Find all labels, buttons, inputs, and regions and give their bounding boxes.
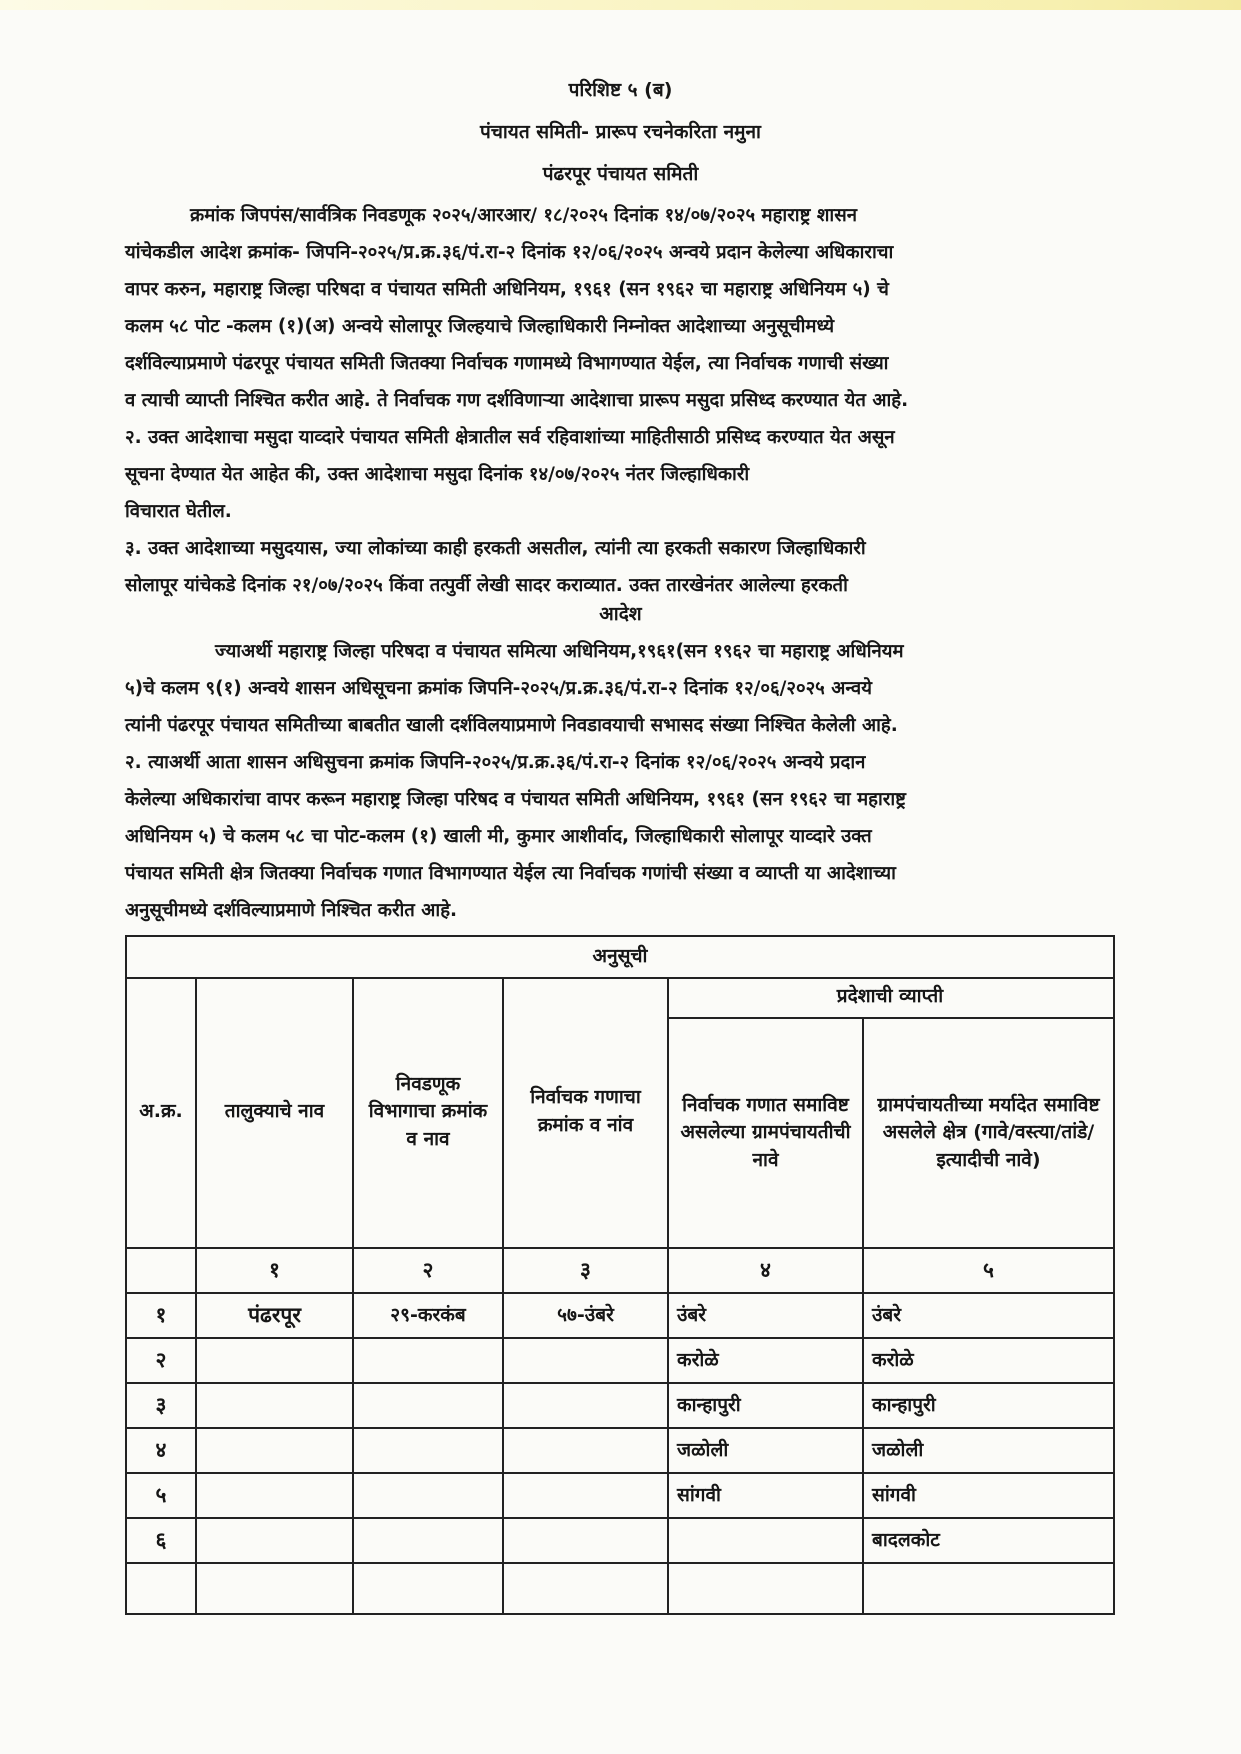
gram-panchayat-name: सांगवी xyxy=(677,1483,721,1506)
text-line: सूचना देण्यात येत आहेत की, उक्त आदेशाचा मसुदा दिनांक १४/०७/२०२५ नंतर जिल्हाधिकारी xyxy=(125,464,750,485)
area-extent-header: प्रदेशाची व्याप्ती xyxy=(836,985,944,1008)
gram-panchayat-name: करोळे xyxy=(677,1348,719,1371)
order-heading: आदेश xyxy=(599,603,642,625)
text-line: यांचेकडील आदेश क्रमांक- जिपनि-२०२५/प्र.क्र.३६/पं.रा-२ दिनांक १२/०६/२०२५ अन्वये प्रदान केलेल्या अधिकाराचा xyxy=(125,242,894,263)
division-name: २९-करकंब xyxy=(390,1303,466,1326)
schedule-title: अनुसूची xyxy=(592,945,648,968)
text-line: क्रमांक जिपपंस/सार्वत्रिक निवडणूक २०२५/आरआर/ १८/२०२५ दिनांक १४/०७/२०२५ महाराष्ट्र शासन xyxy=(190,205,857,226)
village-name: करोळे xyxy=(872,1348,914,1371)
village-name: सांगवी xyxy=(872,1483,916,1506)
col-number: १ xyxy=(269,1258,280,1283)
constituency-name: ५७-उंबरे xyxy=(557,1303,614,1326)
col-header-constituency: निर्वाचक गणाचा क्रमांक व नांव xyxy=(530,1086,641,1136)
row-serial: २ xyxy=(155,1348,167,1373)
text-line: अधिनियम ५) चे कलम ५८ चा पोट-कलम (१) खाली मी, कुमार आशीर्वाद, जिल्हाधिकारी सोलापूर याव्दारे उक्त xyxy=(125,826,872,847)
text-line: दर्शविल्याप्रमाणे पंढरपूर पंचायत समिती जितक्या निर्वाचक गणामध्ये विभागण्यात येईल, त्या निर्वाचक गणाची संख्या xyxy=(125,353,889,374)
committee-title: पंढरपूर पंचायत समिती xyxy=(542,163,699,185)
text-line: वापर करुन, महाराष्ट्र जिल्हा परिषदा व पंचायत समिती अधिनियम, १९६१ (सन १९६२ चा महाराष्ट्र अधिनियम ५) चे xyxy=(125,279,889,300)
gram-panchayat-name: जळोली xyxy=(677,1438,729,1461)
row-serial: ५ xyxy=(155,1483,167,1508)
col-header-villages: ग्रामपंचायतीच्या मर्यादेत समाविष्ट असलेले क्षेत्र (गावे/वस्त्या/तांडे/इत्यादीची नावे) xyxy=(877,1093,1100,1171)
village-name: कान्हापुरी xyxy=(872,1393,936,1416)
col-header-gram-panchayats: निर्वाचक गणात समाविष्ट असलेल्या ग्रामपंचायतीची नावे xyxy=(680,1093,851,1171)
gram-panchayat-name: उंबरे xyxy=(677,1303,707,1326)
col-header-division: निवडणूक विभागाचा क्रमांक व नाव xyxy=(368,1072,488,1150)
village-name: जळोली xyxy=(872,1438,924,1461)
village-name: उंबरे xyxy=(872,1303,902,1326)
text-line: अनुसूचीमध्ये दर्शविल्याप्रमाणे निश्चित करीत आहे. xyxy=(125,900,458,921)
schedule-table xyxy=(125,935,1115,1615)
col-header-serial: अ.क्र. xyxy=(139,1100,183,1123)
col-number: ४ xyxy=(760,1258,771,1283)
col-header-taluka: तालुक्याचे नाव xyxy=(224,1100,325,1123)
row-serial: ४ xyxy=(155,1438,167,1463)
taluka-name: पंढरपूर xyxy=(248,1303,301,1328)
text-line: व त्याची व्याप्ती निश्चित करीत आहे. ते निर्वाचक गण दर्शविणाऱ्या आदेशाचा प्रारूप मसुदा प्रसिध्द करण्यात येत आहे. xyxy=(125,390,909,411)
col-number: ५ xyxy=(983,1258,994,1283)
row-serial xyxy=(127,1564,195,1613)
village-name: बादलकोट xyxy=(872,1528,940,1551)
text-line: कलम ५८ पोट -कलम (१)(अ) अन्वये सोलापूर जिल्हयाचे जिल्हाधिकारी निम्नोक्त आदेशाच्या अनुसूचीमध्ये xyxy=(125,316,835,337)
text-line: सोलापूर यांचेकडे दिनांक २१/०७/२०२५ किंवा तत्पुर्वी लेखी सादर कराव्यात. उक्त तारखेनंतर आलेल्या हरकती xyxy=(125,575,848,596)
text-line: ज्याअर्थी महाराष्ट्र जिल्हा परिषदा व पंचायत समित्या अधिनियम,१९६१(सन १९६२ चा महाराष्ट्र अधिनियम xyxy=(215,641,904,662)
text-line: पंचायत समिती क्षेत्र जितक्या निर्वाचक गणात विभागण्यात येईल त्या निर्वाचक गणांची संख्या व व्याप्ती या आदेशाच्या xyxy=(125,863,896,884)
row-serial: १ xyxy=(155,1303,167,1328)
gram-panchayat-name: कान्हापुरी xyxy=(677,1393,741,1416)
text-line: त्यांनी पंढरपूर पंचायत समितीच्या बाबतीत खाली दर्शविलयाप्रमाणे निवडावयाची सभासद संख्या निश्चित केलेली आहे. xyxy=(125,715,898,736)
text-line: ३. उक्त आदेशाच्या मसुदयास, ज्या लोकांच्या काही हरकती असतील, त्यांनी त्या हरकती सकारण जिल्हाधिकारी xyxy=(125,538,866,559)
form-title: पंचायत समिती- प्रारूप रचनेकरिता नमुना xyxy=(480,121,761,143)
text-line: केलेल्या अधिकारांचा वापर करून महाराष्ट्र जिल्हा परिषद व पंचायत समिती अधिनियम, १९६१ (सन १९६२ चा महाराष्ट्र xyxy=(125,789,906,810)
row-serial: ६ xyxy=(155,1528,167,1553)
annex-title: परिशिष्ट ५ (ब) xyxy=(568,79,673,101)
col-number: ३ xyxy=(580,1258,591,1283)
col-number: २ xyxy=(422,1258,434,1283)
text-line: २. उक्त आदेशाचा मसुदा याव्दारे पंचायत समिती क्षेत्रातील सर्व रहिवाशांच्या माहितीसाठी प्रसिध्द करण्यात येत असून xyxy=(125,427,895,448)
text-line: २. त्याअर्थी आता शासन अधिसुचना क्रमांक जिपनि-२०२५/प्र.क्र.३६/पं.रा-२ दिनांक १२/०६/२०२५ अन्वये प्रदान xyxy=(125,752,866,773)
row-serial: ३ xyxy=(155,1393,167,1418)
text-line: विचारात घेतील. xyxy=(125,501,232,522)
scan-edge xyxy=(0,0,1241,10)
text-line: ५)चे कलम ९(१) अन्वये शासन अधिसूचना क्रमांक जिपनि-२०२५/प्र.क्र.३६/पं.रा-२ दिनांक १२/०६/२०२५ अन्वये xyxy=(125,678,872,699)
